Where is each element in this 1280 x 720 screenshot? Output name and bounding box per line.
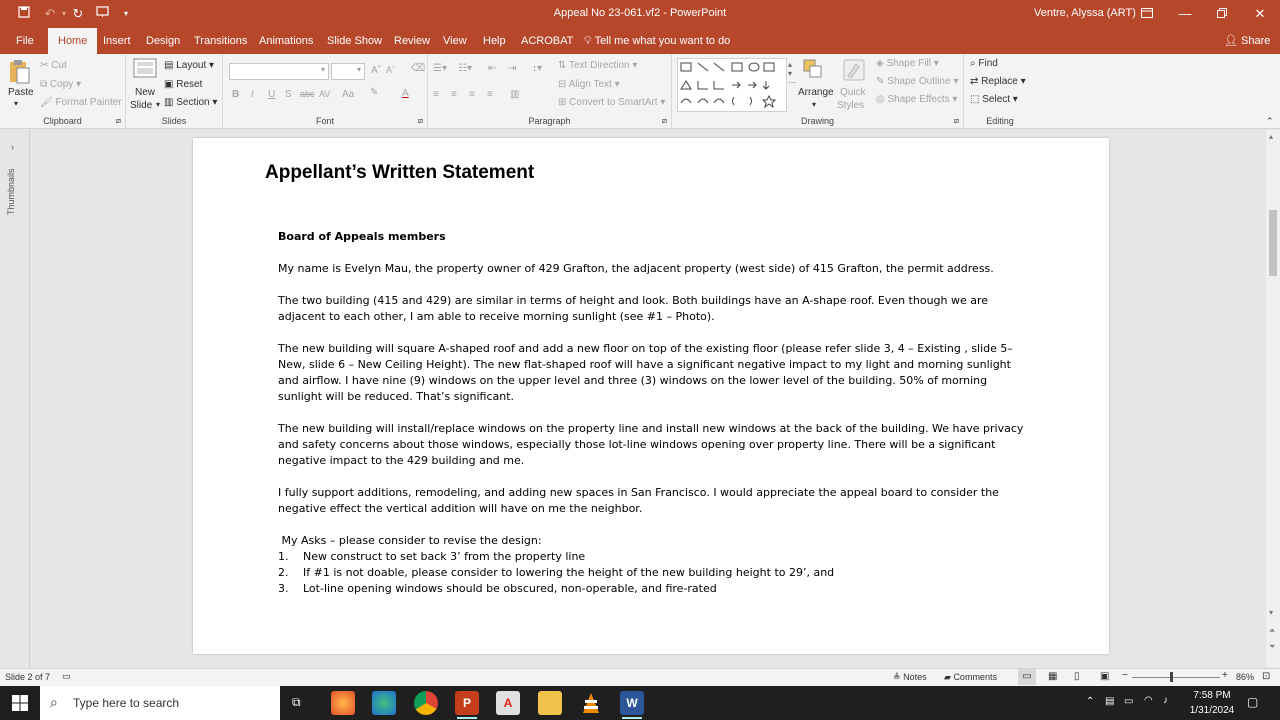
layout-label: Layout: [176, 60, 207, 71]
arrange-icon: [802, 58, 824, 80]
paragraph-5: I fully support additions, remodeling, and adding new spaces in San Francisco. I would appreciate the appeal board to consider the negative effect the vertical addition will have on me the neighbor.: [278, 486, 999, 515]
edge-icon[interactable]: [372, 691, 396, 715]
change-case-button[interactable]: Aa: [342, 89, 355, 100]
slide-count: Slide 2 of 7: [5, 672, 51, 682]
fit-slide-icon[interactable]: ⊡: [1262, 671, 1271, 682]
spelling-icon[interactable]: ▭: [62, 671, 71, 681]
format-painter-button[interactable]: [40, 97, 122, 108]
shapes-scroll-icon[interactable]: ▴ ▾ ⋯: [788, 60, 796, 87]
find-button[interactable]: ⌕ Find: [970, 58, 998, 69]
editing-group: [964, 54, 1036, 128]
paragraph-4: The new building will install/replace windows on the property line and install new windows at the back of the building. We have privacy and safety concerns about those windows, especially those lot-line windows opening over property line. There will be a significant negative impact to the 429 building and me.: [278, 422, 1024, 467]
tab-view[interactable]: View: [443, 35, 467, 47]
zoom-level[interactable]: 86%: [1236, 672, 1255, 682]
align-text-icon: ⊟: [558, 79, 567, 90]
list-item: 2. If #1 is not doable, please consider to lowering the height of the new building height to 29’, and: [278, 566, 835, 579]
zoom-slider-thumb[interactable]: [1170, 672, 1173, 682]
tray-app-icon[interactable]: ▤: [1105, 696, 1115, 707]
restore-icon[interactable]: [1207, 4, 1237, 24]
convert-smartart-button[interactable]: ⊞ Convert to SmartArt ▾: [558, 97, 666, 108]
scissors-icon: ✂: [40, 60, 49, 71]
paste-dropdown-icon[interactable]: ▾: [14, 99, 19, 108]
tab-insert[interactable]: Insert: [103, 35, 131, 47]
ribbon-home: [0, 54, 1280, 129]
slides-label: Slides: [161, 116, 187, 126]
bold-button[interactable]: B: [232, 89, 240, 100]
paragraph-label: Paragraph: [528, 116, 571, 126]
new-slide-button[interactable]: [133, 58, 157, 83]
slide-show-icon[interactable]: ▣: [1100, 671, 1110, 682]
paste-button[interactable]: [8, 58, 32, 89]
shadow-s-button[interactable]: S: [285, 89, 292, 100]
notes-icon: ≜: [893, 672, 901, 682]
zoom-out-icon[interactable]: −: [1122, 670, 1128, 681]
drawing-launcher-icon[interactable]: ⧄: [953, 116, 959, 125]
windows-taskbar: [0, 686, 1280, 720]
shapes-gallery[interactable]: [677, 58, 787, 112]
slide[interactable]: [193, 138, 1109, 654]
effects-icon: ◎: [876, 94, 885, 105]
brush-icon: 🖌︎: [40, 97, 53, 108]
tab-design[interactable]: Design: [146, 35, 181, 47]
font-group: [223, 54, 428, 128]
align-text-button[interactable]: ⊟ Align Text ▾: [558, 79, 620, 90]
cut-label: Cut: [51, 60, 67, 71]
paste-icon: [8, 58, 30, 86]
font-color-button[interactable]: A: [402, 88, 409, 99]
grow-font-button[interactable]: Aˆ: [371, 65, 382, 76]
new-slide-dropdown-icon[interactable]: ▾: [156, 100, 161, 109]
redo-icon[interactable]: ↻: [72, 6, 84, 21]
numbering-icon[interactable]: ☷▾: [458, 63, 472, 74]
zoom-slider[interactable]: [1132, 677, 1220, 678]
italic-button[interactable]: I: [251, 89, 254, 100]
user-name[interactable]: Ventre, Alyssa (ART): [1034, 7, 1136, 19]
text-direction-button[interactable]: ⇅ Text Direction ▾: [558, 60, 638, 71]
section-button[interactable]: ▥ Section ▾: [164, 97, 218, 108]
taskbar-search-box[interactable]: [40, 686, 280, 720]
minimize-icon[interactable]: —: [1178, 6, 1192, 21]
font-launcher-icon[interactable]: ⧄: [417, 116, 423, 125]
quick-styles-label-1[interactable]: Quick: [840, 87, 866, 98]
list-item: 1. New construct to set back 3’ from the property line: [278, 550, 586, 563]
asks-intro: My Asks – please consider to revise the design:: [278, 534, 542, 547]
normal-view-icon[interactable]: ▭: [1018, 669, 1036, 685]
clock-time[interactable]: 7:58 PM: [1193, 690, 1231, 701]
copy-label: Copy: [49, 79, 74, 90]
decrease-indent-icon[interactable]: ⇤: [488, 63, 497, 74]
shapes-gallery-icon: [678, 59, 786, 111]
arrange-dropdown-icon[interactable]: ▾: [812, 100, 817, 109]
vlc-icon[interactable]: [579, 691, 603, 715]
search-icon: ⌕: [970, 58, 976, 69]
reading-view-icon[interactable]: ▯: [1074, 671, 1080, 682]
layout-button[interactable]: ▤ Layout ▾: [164, 60, 215, 71]
windows-start-icon[interactable]: [12, 695, 28, 714]
text-direction-icon: ⇅: [558, 60, 567, 71]
chrome-icon[interactable]: [414, 691, 438, 715]
slide-heading: Board of Appeals members: [278, 230, 446, 243]
undo-icon[interactable]: ↶: [44, 6, 56, 21]
next-slide-icon[interactable]: ⏷: [1269, 642, 1276, 651]
clipboard-launcher-icon[interactable]: ⧄: [115, 116, 121, 125]
clipboard-label: Clipboard: [43, 116, 82, 126]
volume-icon[interactable]: ♪: [1163, 695, 1168, 706]
shape-effects-button[interactable]: ◎ Shape Effects ▾: [876, 94, 958, 105]
select-button[interactable]: ⬚ Select ▾: [970, 94, 1018, 105]
search-placeholder: Type here to search: [73, 696, 180, 710]
vertical-scrollbar[interactable]: [1266, 130, 1280, 667]
powerpoint-taskbar-icon[interactable]: P: [455, 691, 479, 715]
task-view-icon[interactable]: ⧉: [292, 695, 301, 709]
font-name-box[interactable]: [229, 63, 329, 80]
lightbulb-icon: 💡︎: [584, 35, 592, 47]
search-icon: ⌕: [50, 694, 58, 710]
ribbon-tabs: [0, 28, 1280, 54]
share-label: Share: [1241, 35, 1271, 47]
shrink-font-button[interactable]: Aˇ: [386, 65, 396, 75]
strikethrough-button[interactable]: abc: [300, 89, 315, 99]
clock-date[interactable]: 1/31/2024: [1189, 705, 1235, 716]
quick-styles-button[interactable]: [842, 58, 866, 85]
scroll-down-icon[interactable]: ▾: [1269, 608, 1274, 617]
customize-qat-icon[interactable]: ▾: [123, 9, 128, 18]
format-painter-label: Format Painter: [55, 97, 122, 108]
status-bar: [0, 668, 1280, 686]
align-center-icon[interactable]: ≡: [451, 89, 457, 100]
reset-label: Reset: [176, 79, 203, 90]
asks-list: [278, 549, 1028, 597]
paint-bucket-icon: ◈: [876, 58, 884, 69]
tab-review[interactable]: Review: [394, 35, 431, 47]
comments-button[interactable]: ▰ Comments: [944, 672, 997, 682]
new-slide-icon: [133, 58, 157, 80]
battery-icon[interactable]: ▭: [1124, 696, 1134, 707]
previous-slide-icon[interactable]: ⏶: [1269, 626, 1276, 635]
font-label: Font: [315, 116, 334, 126]
list-item: 3. Lot-line opening windows should be obscured, non-operable, and fire-rated: [278, 582, 717, 595]
document-title: Appeal No 23-061.vf2 - PowerPoint: [553, 7, 727, 19]
section-label: Section: [176, 97, 210, 108]
slide-title[interactable]: Appellant’s Written Statement: [265, 162, 535, 183]
slide-body-text[interactable]: [278, 229, 1028, 597]
editing-label: Editing: [986, 116, 1014, 126]
quick-styles-label-2[interactable]: Styles: [837, 100, 865, 111]
person-icon: 👤︎: [1224, 35, 1238, 47]
arrange-label[interactable]: Arrange: [798, 87, 834, 98]
underline-button[interactable]: U: [268, 89, 276, 100]
notes-button[interactable]: ≜ Notes: [893, 672, 927, 682]
paragraph-group: [428, 54, 672, 128]
character-spacing-button[interactable]: AV: [319, 89, 331, 99]
tray-overflow-icon[interactable]: ⌃: [1086, 696, 1095, 707]
font-name-dropdown-icon[interactable]: ▾: [320, 65, 325, 74]
collapse-ribbon-icon[interactable]: ⌃: [1266, 116, 1274, 126]
comment-icon: ▰: [944, 672, 951, 682]
close-icon[interactable]: ✕: [1254, 6, 1266, 21]
tab-home[interactable]: Home: [48, 28, 97, 54]
layout-icon: ▤: [164, 60, 174, 71]
bullets-icon[interactable]: ☰▾: [433, 63, 447, 74]
reset-icon: ▣: [164, 79, 174, 90]
tab-slide-show[interactable]: Slide Show: [327, 35, 383, 47]
replace-icon: ⇄: [970, 76, 979, 87]
title-bar: [0, 0, 1280, 28]
shape-fill-button[interactable]: ◈ Shape Fill ▾: [876, 58, 939, 69]
align-left-icon[interactable]: ≡: [433, 89, 439, 100]
drawing-label: Drawing: [800, 116, 834, 126]
cut-button[interactable]: [40, 60, 67, 71]
select-icon: ⬚: [970, 94, 980, 105]
clear-formatting-icon[interactable]: ⌫: [411, 63, 426, 74]
align-right-icon[interactable]: ≡: [469, 89, 475, 100]
tab-file[interactable]: File: [16, 35, 34, 47]
paragraph-launcher-icon[interactable]: ⧄: [661, 116, 667, 125]
tell-me-box[interactable]: [584, 28, 730, 54]
tab-transitions[interactable]: Transitions: [194, 35, 248, 47]
paragraph-2: The two building (415 and 429) are similar in terms of height and look. Both buildings have an A-shape roof. Even though we are adjacent to each other, I am able to receive morning sunlight (see #1 – Photo).: [278, 294, 989, 323]
new-slide-label-2[interactable]: Slide: [130, 100, 153, 111]
tab-acrobat[interactable]: ACROBAT: [521, 35, 574, 47]
tell-me-label: Tell me what you want to do: [594, 35, 731, 47]
section-icon: ▥: [164, 97, 174, 108]
drawing-group: [672, 54, 964, 128]
undo-dropdown-icon[interactable]: ▾: [61, 9, 66, 18]
slides-group: [126, 54, 223, 128]
word-taskbar-icon[interactable]: W: [620, 691, 644, 715]
new-slide-label-1[interactable]: New: [135, 87, 156, 98]
copy-icon: ⧉: [40, 79, 48, 90]
replace-button[interactable]: ⇄ Replace ▾: [970, 76, 1026, 87]
notifications-icon[interactable]: ▢: [1247, 695, 1259, 709]
arrange-button[interactable]: [802, 58, 824, 83]
acrobat-icon[interactable]: A: [496, 691, 520, 715]
file-explorer-icon[interactable]: [538, 691, 562, 715]
line-spacing-icon[interactable]: ↕▾: [532, 63, 543, 74]
ribbon-display-options-icon[interactable]: [1132, 4, 1162, 24]
zoom-in-icon[interactable]: +: [1222, 670, 1228, 681]
font-size-dropdown-icon[interactable]: ▾: [356, 65, 361, 74]
quick-styles-icon: [842, 58, 866, 82]
tab-help[interactable]: Help: [483, 35, 506, 47]
pen-icon: ✎: [876, 76, 885, 87]
share-button[interactable]: [1224, 28, 1270, 54]
clipboard-group: [0, 54, 126, 128]
scroll-up-icon[interactable]: ▴: [1269, 132, 1274, 141]
highlight-icon[interactable]: ✎: [370, 87, 379, 98]
thumbnails-label[interactable]: Thumbnails: [6, 168, 16, 215]
paragraph-3: The new building will square A-shaped roof and add a new floor on top of the existing floor (please refer slide 3, 4 – Existing , slide 5–New, slide 6 – New Ceiling Height). The new flat-shaped roof will have a significant negative impact to my light and morning sunlight and airflow. I have nine (9) windows on the upper level and three (3) windows on the lower level of the building. 50% of morning sunlight will be reduced. That’s significant.: [278, 342, 1013, 403]
justify-icon[interactable]: ≡: [487, 89, 493, 100]
expand-thumbnails-icon[interactable]: ›: [11, 142, 14, 152]
paste-label[interactable]: Paste: [8, 87, 34, 98]
smartart-icon: ⊞: [558, 97, 567, 108]
copy-button[interactable]: ⧉ Copy ▾: [40, 79, 82, 90]
firefox-icon[interactable]: [331, 691, 355, 715]
tab-animations[interactable]: Animations: [259, 35, 314, 47]
increase-indent-icon[interactable]: ⇥: [508, 63, 517, 74]
scroll-thumb[interactable]: [1269, 210, 1277, 276]
shape-outline-button[interactable]: ✎ Shape Outline ▾: [876, 76, 959, 87]
font-size-box[interactable]: [331, 63, 365, 80]
columns-icon[interactable]: ▥: [510, 89, 520, 100]
slide-sorter-icon[interactable]: ▦: [1048, 671, 1058, 682]
reset-button[interactable]: [164, 79, 202, 90]
wifi-icon[interactable]: ◠: [1144, 695, 1153, 706]
paragraph-1: My name is Evelyn Mau, the property owner of 429 Grafton, the adjacent property (west side) of 415 Grafton, the permit address.: [278, 262, 994, 275]
